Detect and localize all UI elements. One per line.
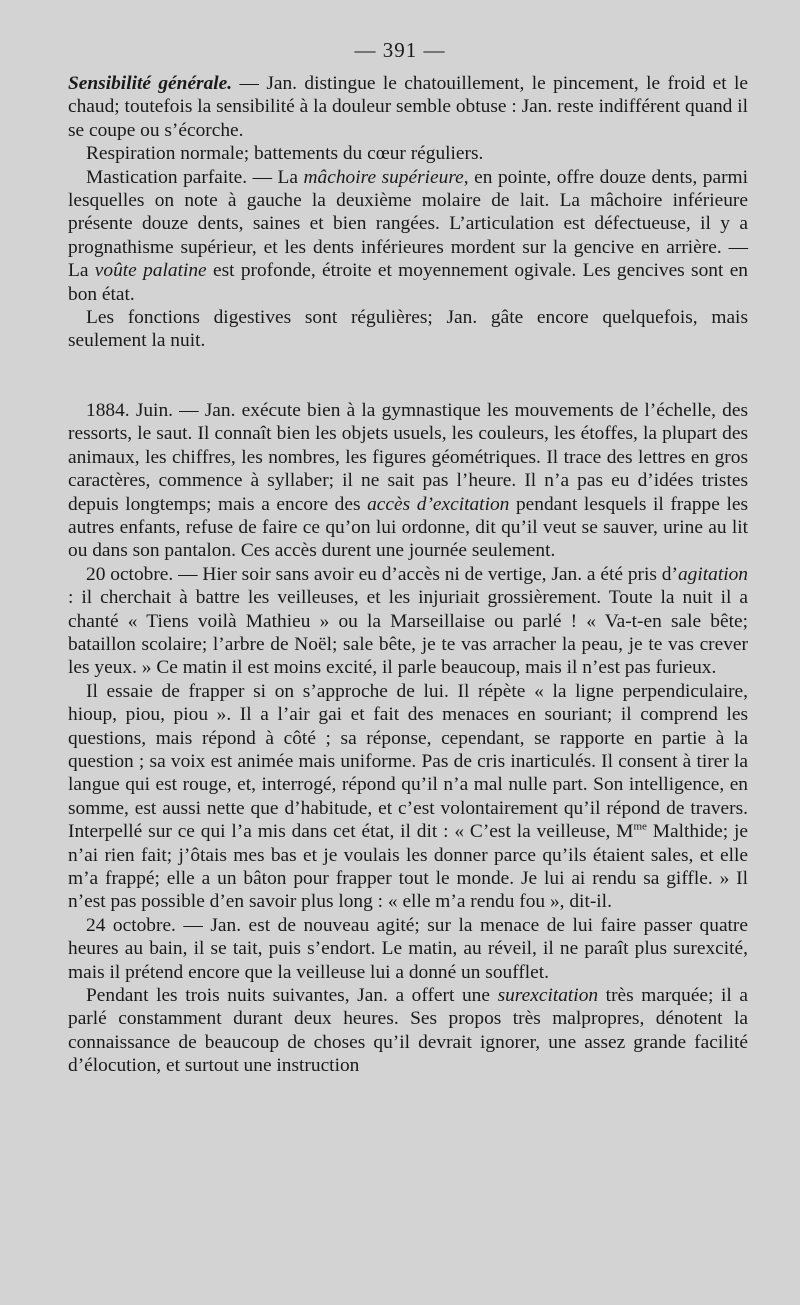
italic-term: accès d’excitation — [367, 493, 510, 515]
paragraph-mastication — [68, 166, 748, 306]
paragraph-text: 20 octobre. — Hier soir sans avoir eu d’accès ni de vertige, Jan. a été pris d’ — [86, 563, 678, 585]
paragraph-text: 24 octobre. — Jan. est de nouveau agité; sur la menace de lui faire passer quatre heures au bain, il se tait, puis s’endort. Le matin, au réveil, il ne paraît plus surexcité, mais il prétend encore que la veilleuse lui a donné un soufflet. — [68, 914, 748, 983]
paragraph-text: est profonde, étroite et moyennement ogivale. Les gencives sont en bon état. — [68, 260, 748, 305]
paragraph-essaie — [68, 680, 748, 914]
italic-term: agitation — [677, 563, 748, 585]
body-text — [68, 72, 748, 1078]
paragraph-1884-juin — [68, 399, 748, 563]
paragraph-text: , en pointe, offre douze dents, parmi lesquelles on note à gauche la deuxième molaire de lait. La mâchoire inférieure présente douze dents, saines et bien rangées. L’articulation est défectueuse, il y a prognathisme supérieur, et les dents inférieures mordent sur la gencive en arrière. — La — [68, 166, 748, 282]
paragraph-text: pendant lesquels il frappe les autres enfants, refuse de faire ce qu’on lui ordonne, dit qu’il veut se sauver, urine au lit ou dans son pantalon. Ces accès durent une journée seulement. — [68, 493, 748, 562]
paragraph-text: Pendant les trois nuits suivantes, Jan. a offert une — [86, 985, 498, 1007]
paragraph-lead: Sensibilité générale. — [68, 73, 233, 94]
paragraph-text: Respiration normale; battements du cœur réguliers. — [86, 143, 484, 165]
paragraph-trois-nuits — [68, 984, 748, 1078]
italic-term: surexcitation — [497, 985, 599, 1007]
paragraph-20-octobre — [68, 563, 748, 680]
paragraph-text: 1884. Juin. — Jan. exécute bien à la gymnastique les mouvements de l’échelle, des ressorts, le saut. Il connaît bien les objets usuels, les couleurs, les étoffes, la plupart des animaux, les chiffres, les nombres, les figures géométriques. Il trace des lettres en gros caractères, commence à syllaber; il ne sait pas l’heure. Il n’a pas eu d’idées tristes depuis longtemps; mais a encore des — [68, 399, 748, 515]
paragraph-24-octobre — [68, 914, 748, 984]
paragraph-text: Malthide; je n’ai rien fait; j’ôtais mes bas et je voulais les donner parce qu’ils étaient sales, et elle m’a frappé; elle a un bâton pour frapper tout le monde. Je lui ai rendu sa giffle. » Il n’est pas possible d’en savoir plus long : « elle m’a rendu fou », dit-il. — [68, 821, 748, 913]
paragraph-text: : il cherchait à battre les veilleuses, et les injuriait grossièrement. Toute la nuit il a chanté « Tiens voilà Mathieu » ou la Marseillaise ou parlé ! « Va-t-en sale bête; bataillon scolaire; l’arbre de Noël; sale bête, je te vas arracher la peau, je te vas crever les yeux. » Ce matin il est moins excité, il parle beaucoup, mais il n’est pas furieux. — [68, 587, 748, 679]
superscript: me — [633, 820, 647, 833]
paragraph-text: Les fonctions digestives sont régulières; Jan. gâte encore quelquefois, mais seulement la nuit. — [68, 307, 748, 352]
paragraph-text: très marquée; il a parlé constamment durant deux heures. Ses propos très malpropres, dénotent la connaissance de beaucoup de choses qu’il devrait ignorer, une assez grande facilité d’élocution, et surtout une instruction — [68, 985, 748, 1077]
paragraph-text: Il essaie de frapper si on s’approche de lui. Il répète « la ligne perpendiculaire, hioup, piou, piou ». Il a l’air gai et fait des menaces en souriant; il comprend les questions, mais répond à côté ; sa réponse, cependant, se rapporte en partie à la question ; sa voix est animée mais uniforme. Pas de cris inarticulés. Il consent à tirer la langue qui est rouge, et, interrogé, répond qu’il n’a mal nulle part. Son intelligence, en somme, est aussi nette que d’habitude, et c’est volontairement qu’il répond de travers. Interpellé sur ce qui l’a mis dans cet état, il dit : « C’est la veilleuse, M — [68, 680, 748, 843]
paragraph-text: Mastication parfaite. — La — [86, 166, 304, 188]
paragraph-respiration — [68, 142, 748, 165]
italic-term: mâchoire supérieure — [303, 166, 464, 188]
paragraph-sensibilite — [68, 72, 748, 142]
italic-term: voûte palatine — [94, 260, 207, 282]
page-number: — 391 — — [354, 38, 446, 62]
paragraph-text: — Jan. distingue le chatouillement, le pincement, le froid et le chaud; toutefois la sensibilité à la douleur semble obtuse : Jan. reste indifférent quand il se coupe ou s’écorche. — [68, 73, 748, 141]
paragraph-digestion — [68, 306, 748, 353]
